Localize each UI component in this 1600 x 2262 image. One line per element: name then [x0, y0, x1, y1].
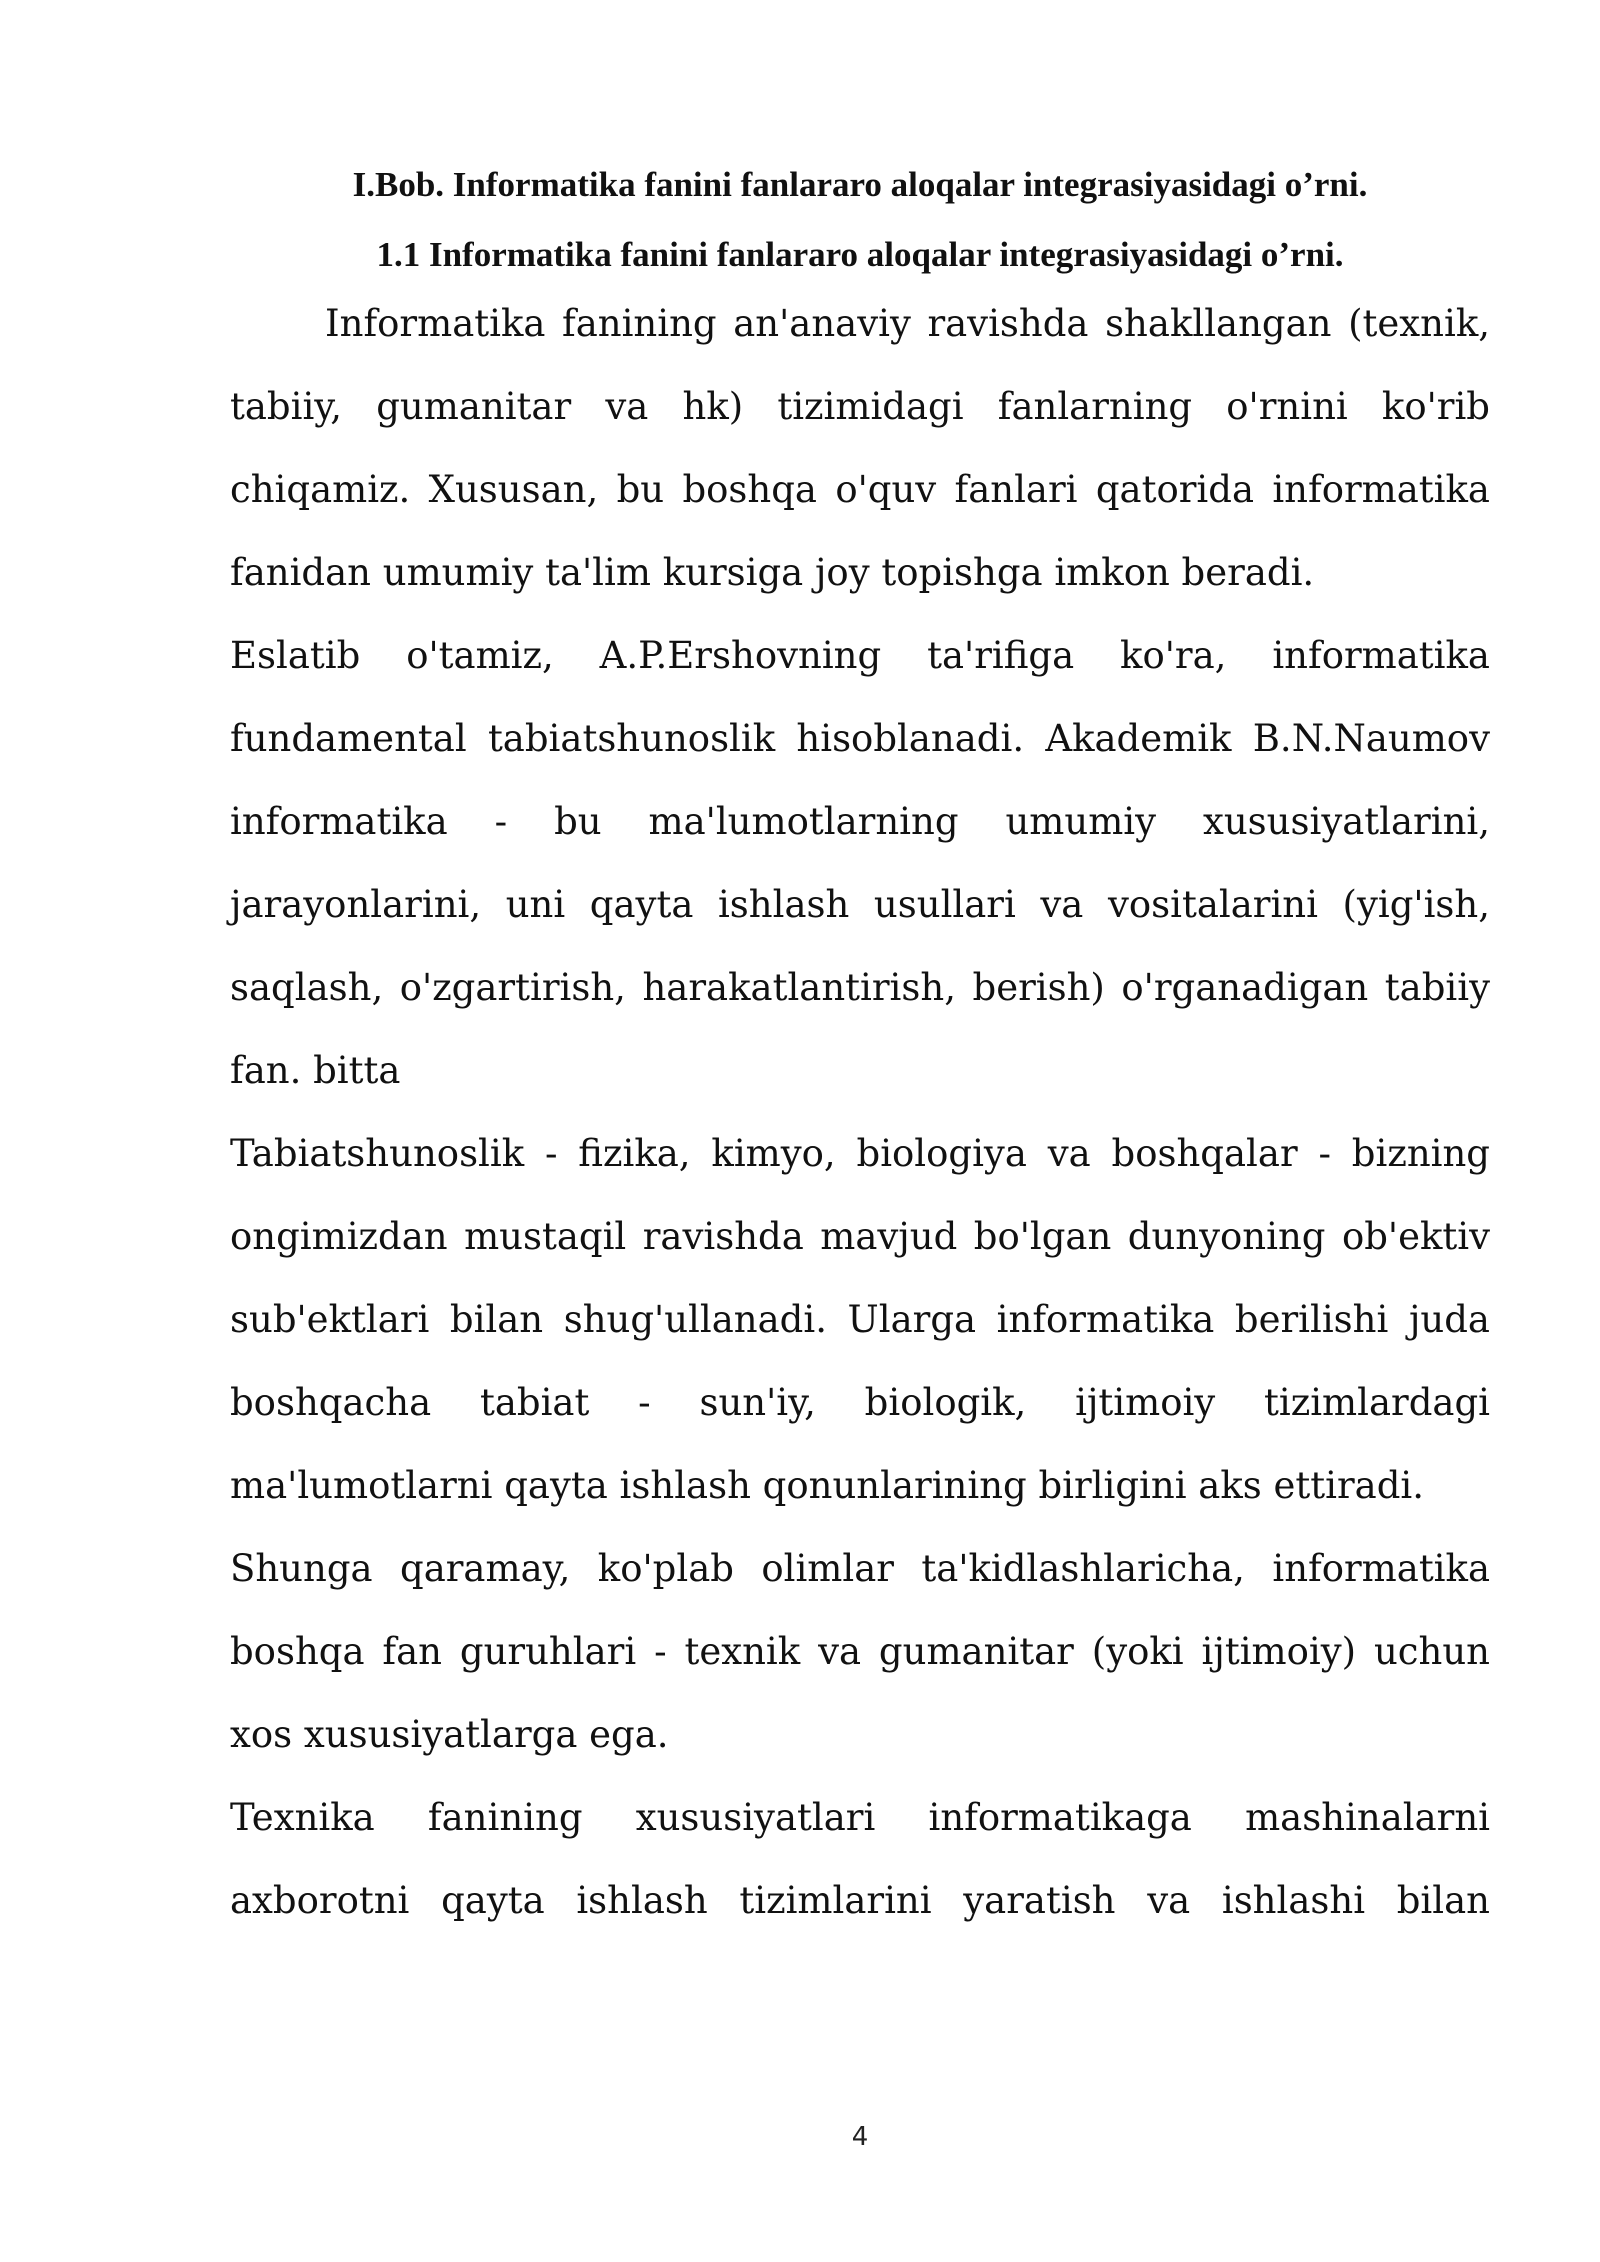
- headings-block: [170, 150, 1550, 290]
- paragraph-5: Texnika fanining xususiyatlari informatikaga mashinalarni axborotni qayta ishlash tizimlarini yaratish va ishlashi bilan: [230, 1796, 1490, 1922]
- paragraph-1: Informatika fanining an'anaviy ravishda shakllangan (texnik, tabiiy, gumanitar va hk) tizimidagi fanlarning o'rnini ko'rib chiqamiz. Xususan, bu boshqa o'quv fanlari qatorida informatika fanidan umumiy ta'lim kursiga joy topishga imkon beradi.: [230, 302, 1490, 594]
- body-text: [230, 282, 1490, 1942]
- paragraph-4: Shunga qaramay, ko'plab olimlar ta'kidlashlaricha, informatika boshqa fan guruhlari - texnik va gumanitar (yoki ijtimoiy) uchun xos xususiyatlarga ega.: [230, 1547, 1490, 1756]
- section-heading: 1.1 Informatika fanini fanlararo aloqalar integrasiyasidagi o’rni.: [376, 235, 1344, 274]
- page-number: 4: [851, 2122, 869, 2152]
- paragraph-2: Eslatib o'tamiz, A.P.Ershovning ta'rifiga ko'ra, informatika fundamental tabiatshunoslik hisoblanadi. Akademik B.N.Naumov informatika - bu ma'lumotlarning umumiy xususiyatlarini, jarayonlarini, uni qayta ishlash usullari va vositalarini (yig'ish, saqlash, o'zgartirish, harakatlantirish, berish) o'rganadigan tabiiy fan. bitta: [230, 634, 1490, 1092]
- paragraph-3: Tabiatshunoslik - fizika, kimyo, biologiya va boshqalar - bizning ongimizdan mustaqil ravishda mavjud bo'lgan dunyoning ob'ektiv sub'ektlari bilan shug'ullanadi. Ularga informatika berilishi juda boshqacha tabiat - sun'iy, biologik, ijtimoiy tizimlardagi ma'lumotlarni qayta ishlash qonunlarining birligini aks ettiradi.: [230, 1132, 1490, 1507]
- chapter-heading: I.Bob. Informatika fanini fanlararo aloqalar integrasiyasidagi o’rni.: [352, 165, 1368, 204]
